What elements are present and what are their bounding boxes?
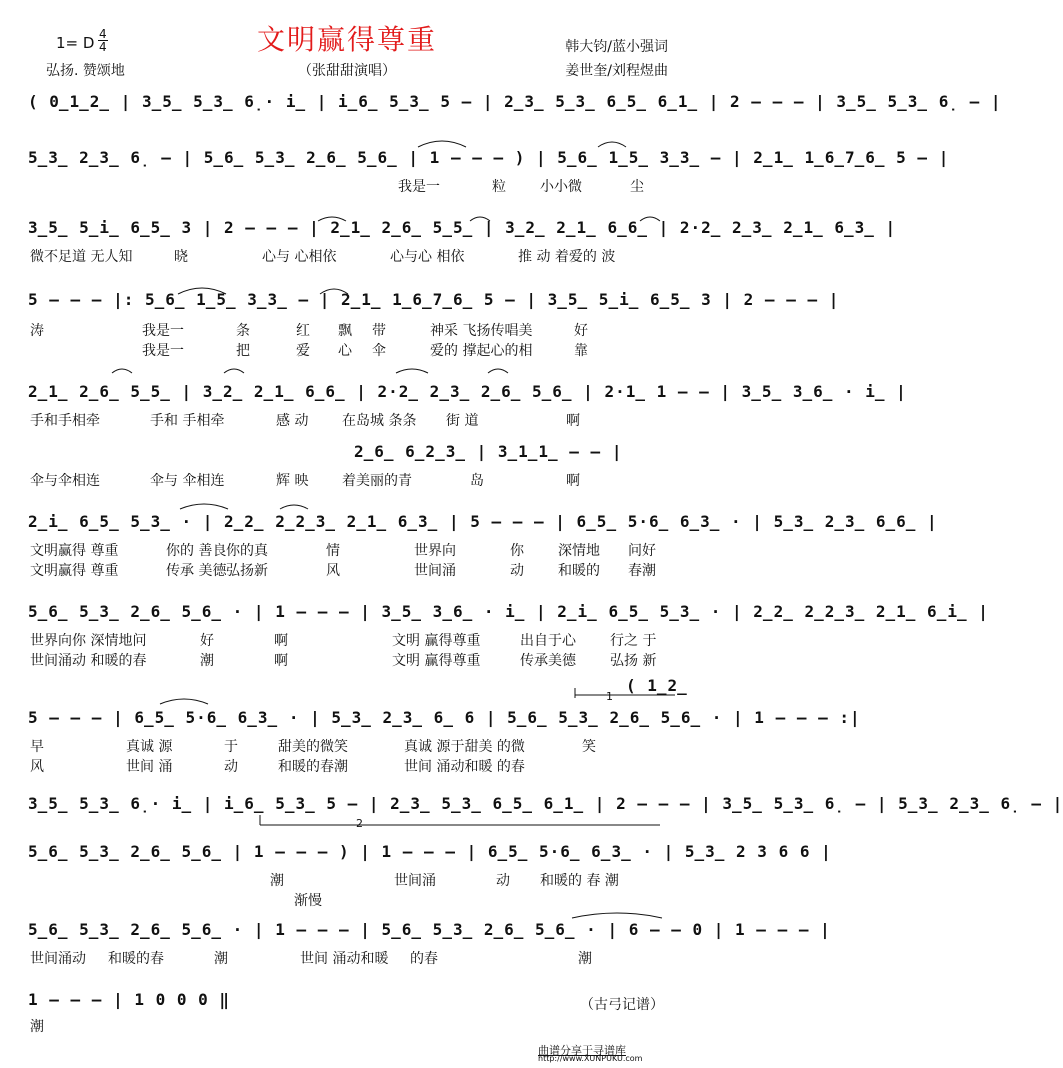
lyric: 出自于心	[520, 633, 576, 649]
lyric: 世间 涌动和暖	[300, 951, 389, 967]
lyric-verse2: 和暖的	[558, 563, 600, 579]
lyric: 你的真	[226, 543, 268, 559]
lyric: 好	[574, 323, 588, 339]
singer-subtitle: （张甜甜演唱）	[298, 63, 396, 79]
time-signature-top: 4	[99, 27, 107, 41]
lyricist-credit: 韩大钧/蓝小强词	[565, 39, 668, 55]
lyric-verse2: 弘扬新	[226, 563, 268, 579]
lyric: 好	[200, 633, 214, 649]
lyric: 神采 飞扬传唱美	[430, 323, 533, 339]
lyric: 涛	[30, 323, 44, 339]
lyric-verse2: 潮	[200, 653, 214, 669]
lyric: 的春	[410, 951, 438, 967]
time-signature	[98, 28, 108, 53]
lyric-verse2: 啊	[274, 653, 288, 669]
lyric: 小小微	[540, 179, 582, 195]
lyric-verse2: 世间 涌	[126, 759, 173, 775]
lyric: 着美丽的青	[342, 473, 412, 489]
score-row: 5̲6̲ 5̲3̲ 2̲6̲ 5̲6̲ · | 1 – – – | 3̲5̲ 3̲6̲ · i̲ | 2̲i̲ 6̲5̲ 5̲3̲ · | 2̲2̲ 2̲2̲3̲ 2̲1̲ 6̲i̲ |	[28, 602, 989, 621]
score-row: 2̲1̲ 2̲6̲ 5̲5̲ | 3̲2̲ 2̲1̲ 6̲6̲ | 2·2̲ 2̲3̲ 2̲6̲ 5̲6̲ | 2·1̲ 1 – – | 3̲5̲ 3̲6̲ · i̲ |	[28, 382, 907, 401]
lyric: 世间涌	[394, 873, 436, 889]
lyric: 岛	[470, 473, 484, 489]
lyric: 潮	[578, 951, 592, 967]
lyric: 文明赢得 尊重	[30, 543, 119, 559]
composer-credit: 姜世奎/刘程煜曲	[565, 63, 668, 79]
lyric: 手和 手相牵	[150, 413, 225, 429]
lyric: 于	[224, 739, 238, 755]
lyric: 尘	[630, 179, 644, 195]
lyric-verse2: 爱	[296, 343, 310, 359]
lyric-verse2: 我是一	[142, 343, 184, 359]
lyric: 问好	[628, 543, 656, 559]
time-signature-bottom: 4	[99, 40, 107, 54]
lyric: 我是一	[398, 179, 440, 195]
lyric-verse2: 文明赢得 尊重	[30, 563, 119, 579]
lyric: 心与心 相依	[390, 249, 465, 265]
lyric-verse2: 文明 赢得尊重	[392, 653, 481, 669]
lyric: 啊	[566, 473, 580, 489]
lyric: 粒	[492, 179, 506, 195]
lyric-verse2: 把	[236, 343, 250, 359]
lyric-verse2: 靠	[574, 343, 588, 359]
lyric-verse2: 和暖的春潮	[278, 759, 348, 775]
lyric-verse2: 世间涌	[414, 563, 456, 579]
lyric-verse2: 风	[30, 759, 44, 775]
lyric: 红	[296, 323, 310, 339]
lyric: 笑	[582, 739, 596, 755]
lyric: 条	[236, 323, 250, 339]
lyric: 我是一	[142, 323, 184, 339]
lyric: 世间涌动	[30, 951, 86, 967]
lyric: 文明 赢得尊重	[392, 633, 481, 649]
lyric: 带	[372, 323, 386, 339]
volta-1-marker: 1	[606, 690, 613, 703]
song-title: 文明赢得尊重	[256, 23, 437, 56]
score-row: 3̲5̲ 5̲3̲ 6̣· i̲ | i̲6̲ 5̲3̲ 5 – | 2̲3̲ 5̲3̲ 6̲5̲ 6̲1̲ | 2 – – – | 3̲5̲ 5̲3̲ 6̣ – | 5̲3̲ 2̲3̲ 6̣ – |	[28, 794, 1063, 813]
lyric-verse2: 心	[338, 343, 352, 359]
lyric-verse2: 传承 美德	[166, 563, 227, 579]
score-row: 5 – – – |: 5̲6̲ 1̲5̲ 3̲3̲ – | 2̲1̲ 1̲6̲7̲6̲ 5 – | 3̲5̲ 5̲i̲ 6̲5̲ 3 | 2 – – – |	[28, 290, 840, 309]
score-row: 2̲i̲ 6̲5̲ 5̲3̲ · | 2̲2̲ 2̲2̲3̲ 2̲1̲ 6̲3̲ | 5 – – – | 6̲5̲ 5·6̲ 6̲3̲ · | 5̲3̲ 2̲3̲ 6̲6̲ |	[28, 512, 938, 531]
lyric: 真诚 源于甜美 的微	[404, 739, 525, 755]
lyric-verse2: 传承美德	[520, 653, 576, 669]
lyric: 行之 于	[610, 633, 657, 649]
lyric: 你	[510, 543, 524, 559]
lyric-verse2: 动	[224, 759, 238, 775]
lyric: 伞与 伞相连	[150, 473, 225, 489]
lyric: 伞与伞相连	[30, 473, 100, 489]
lyric: 手和手相牵	[30, 413, 100, 429]
lyric: 你的 善良	[166, 543, 227, 559]
score-row: 1 – – – | 1 0 0 0 ‖	[28, 990, 231, 1009]
score-row-alt: 2̲6̲ 6̲2̲3̲ | 3̲1̲1̲ – – |	[354, 442, 623, 461]
lyric: 推 动 着爱的 波	[518, 249, 616, 265]
lyric: 感 动	[276, 413, 309, 429]
tempo-marking: 弘扬. 赞颂地	[46, 63, 125, 79]
lyric-verse2: 弘扬 新	[610, 653, 657, 669]
caption-url[interactable]: http://www.XUNPUKU.com	[538, 1054, 643, 1063]
lyric: 和暖的 春 潮	[540, 873, 619, 889]
lyric-verse2: 风	[326, 563, 340, 579]
lyric: 早	[30, 739, 44, 755]
lyric: 世界向你 深情地问	[30, 633, 147, 649]
score-row: 5̲3̲ 2̲3̲ 6̣ – | 5̲6̲ 5̲3̲ 2̲6̲ 5̲6̲ | 1 – – – ) | 5̲6̲ 1̲5̲ 3̲3̲ – | 2̲1̲ 1̲6̲7̲6̲ 5 – |	[28, 148, 950, 167]
lyric: 甜美的微笑	[278, 739, 348, 755]
lyric-verse2: 世间 涌动和暖 的春	[404, 759, 525, 775]
lyric: 心与 心相依	[262, 249, 337, 265]
lyric: 在岛城 条条	[342, 413, 417, 429]
caption-text: 曲谱分享于寻谱库	[538, 1044, 626, 1057]
lyric: 晓	[174, 249, 188, 265]
lyric: 动	[496, 873, 510, 889]
lyric: 潮	[30, 1019, 44, 1035]
pickup-notes: ( 1̲2̲	[626, 676, 688, 695]
lyric: 啊	[274, 633, 288, 649]
lyric: 啊	[566, 413, 580, 429]
lyric: 辉 映	[276, 473, 309, 489]
lyric: 和暖的春	[108, 951, 164, 967]
lyric: 街 道	[446, 413, 479, 429]
key-signature: 1= D	[56, 34, 95, 52]
lyric-verse2: 动	[510, 563, 524, 579]
lyric: 深情地	[558, 543, 600, 559]
score-row: 5̲6̲ 5̲3̲ 2̲6̲ 5̲6̲ · | 1 – – – | 5̲6̲ 5̲3̲ 2̲6̲ 5̲6̲ · | 6 – – 0 | 1 – – – |	[28, 920, 831, 939]
score-row: 5̲6̲ 5̲3̲ 2̲6̲ 5̲6̲ | 1 – – – ) | 1 – – – | 6̲5̲ 5·6̲ 6̲3̲ · | 5̲3̲ 2 3 6 6 |	[28, 842, 832, 861]
lyric: 潮	[270, 873, 284, 889]
lyric-verse2: 世间涌动 和暖的春	[30, 653, 147, 669]
lyric-verse2: 爱的 撑起心的相	[430, 343, 533, 359]
watermark-caption	[538, 1042, 674, 1063]
tempo-change-marking: 渐慢	[294, 893, 322, 909]
lyric: 飘	[338, 323, 352, 339]
lyric: 情	[326, 543, 340, 559]
lyric: 微不足道 无人知	[30, 249, 133, 265]
lyric-verse2: 春潮	[628, 563, 656, 579]
score-row: ( 0̲1̲2̲ | 3̲5̲ 5̲3̲ 6̣· i̲ | i̲6̲ 5̲3̲ 5 – | 2̲3̲ 5̲3̲ 6̲5̲ 6̲1̲ | 2 – – – | 3̲5̲ 5̲3̲ 6̣ – |	[28, 92, 1002, 111]
score-row: 5 – – – | 6̲5̲ 5·6̲ 6̲3̲ · | 5̲3̲ 2̲3̲ 6̲ 6 | 5̲6̲ 5̲3̲ 2̲6̲ 5̲6̲ · | 1 – – – :|	[28, 708, 861, 727]
lyric: 潮	[214, 951, 228, 967]
transcriber-credit: （古弓记谱）	[580, 997, 664, 1013]
lyric: 真诚 源	[126, 739, 173, 755]
volta-2-marker: 2	[356, 817, 363, 830]
lyric: 世界向	[414, 543, 456, 559]
score-row: 3̲5̲ 5̲i̲ 6̲5̲ 3 | 2 – – – | 2̲1̲ 2̲6̲ 5̲5̲ | 3̲2̲ 2̲1̲ 6̲6̲ | 2·2̲ 2̲3̲ 2̲1̲ 6̲3̲ |	[28, 218, 897, 237]
lyric-verse2: 伞	[372, 343, 386, 359]
